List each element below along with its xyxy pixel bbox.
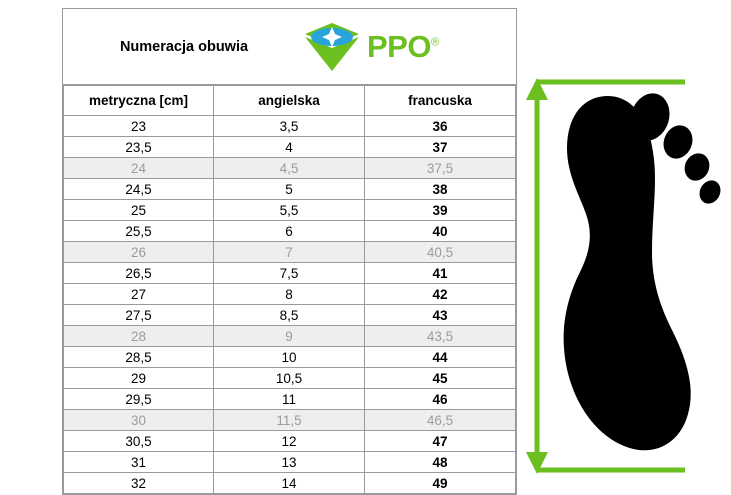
- column-header-uk: angielska: [214, 86, 365, 116]
- table-row: [64, 389, 516, 410]
- table-body: [64, 116, 516, 494]
- cell-fr: 37: [365, 137, 516, 158]
- table-row: [64, 200, 516, 221]
- table-row: [64, 284, 516, 305]
- table-row: [64, 305, 516, 326]
- cell-fr: 43: [365, 305, 516, 326]
- size-table-panel: [62, 8, 517, 495]
- cell-fr: 41: [365, 263, 516, 284]
- table-row: [64, 221, 516, 242]
- cell-uk: 6: [214, 221, 365, 242]
- cell-metric: 25,5: [64, 221, 214, 242]
- cell-metric: 29: [64, 368, 214, 389]
- cell-metric: 31: [64, 452, 214, 473]
- page-title: Numeracja obuwia: [119, 38, 249, 55]
- cell-uk: 14: [214, 473, 365, 494]
- cell-metric: 28,5: [64, 347, 214, 368]
- ppo-mark-icon: [301, 21, 363, 73]
- table-row: [64, 137, 516, 158]
- cell-fr: 46: [365, 389, 516, 410]
- cell-uk: 4: [214, 137, 365, 158]
- table-row: [64, 326, 516, 347]
- cell-fr: 45: [365, 368, 516, 389]
- cell-metric: 28: [64, 326, 214, 347]
- cell-uk: 7,5: [214, 263, 365, 284]
- cell-metric: 23,5: [64, 137, 214, 158]
- cell-uk: 3,5: [214, 116, 365, 137]
- cell-fr: 47: [365, 431, 516, 452]
- table-row: [64, 431, 516, 452]
- cell-fr: 46,5: [365, 410, 516, 431]
- cell-uk: 4,5: [214, 158, 365, 179]
- cell-fr: 43,5: [365, 326, 516, 347]
- cell-metric: 24,5: [64, 179, 214, 200]
- cell-uk: 5: [214, 179, 365, 200]
- cell-uk: 11: [214, 389, 365, 410]
- table-row: [64, 410, 516, 431]
- cell-uk: 13: [214, 452, 365, 473]
- table-row: [64, 347, 516, 368]
- table-row: [64, 116, 516, 137]
- ppo-logo: [301, 21, 439, 73]
- cell-fr: 36: [365, 116, 516, 137]
- cell-fr: 40: [365, 221, 516, 242]
- foot-length-diagram: [520, 0, 731, 495]
- column-header-fr: francuska: [365, 86, 516, 116]
- table-row: [64, 158, 516, 179]
- cell-uk: 9: [214, 326, 365, 347]
- table-row: [64, 473, 516, 494]
- cell-uk: 11,5: [214, 410, 365, 431]
- table-header-row: [64, 86, 516, 116]
- cell-fr: 49: [365, 473, 516, 494]
- table-row: [64, 263, 516, 284]
- cell-uk: 8,5: [214, 305, 365, 326]
- foot-silhouette: [564, 88, 725, 450]
- table-row: [64, 242, 516, 263]
- cell-metric: 30: [64, 410, 214, 431]
- cell-uk: 5,5: [214, 200, 365, 221]
- shoe-size-table: [63, 85, 516, 494]
- cell-metric: 27,5: [64, 305, 214, 326]
- column-header-metric: metryczna [cm]: [64, 86, 214, 116]
- cell-metric: 32: [64, 473, 214, 494]
- cell-metric: 30,5: [64, 431, 214, 452]
- cell-fr: 44: [365, 347, 516, 368]
- registered-mark: ®: [430, 36, 439, 49]
- cell-uk: 7: [214, 242, 365, 263]
- table-row: [64, 452, 516, 473]
- cell-metric: 26: [64, 242, 214, 263]
- cell-uk: 10: [214, 347, 365, 368]
- table-row: [64, 179, 516, 200]
- cell-metric: 26,5: [64, 263, 214, 284]
- logo-text: PPO®: [367, 29, 439, 64]
- header-row: [63, 9, 516, 85]
- cell-uk: 12: [214, 431, 365, 452]
- cell-metric: 24: [64, 158, 214, 179]
- cell-metric: 25: [64, 200, 214, 221]
- cell-uk: 10,5: [214, 368, 365, 389]
- cell-fr: 48: [365, 452, 516, 473]
- cell-fr: 40,5: [365, 242, 516, 263]
- cell-metric: 29,5: [64, 389, 214, 410]
- cell-uk: 8: [214, 284, 365, 305]
- cell-fr: 38: [365, 179, 516, 200]
- cell-metric: 27: [64, 284, 214, 305]
- cell-metric: 23: [64, 116, 214, 137]
- table-row: [64, 368, 516, 389]
- cell-fr: 37,5: [365, 158, 516, 179]
- logo-cell: [299, 21, 516, 73]
- cell-fr: 42: [365, 284, 516, 305]
- cell-fr: 39: [365, 200, 516, 221]
